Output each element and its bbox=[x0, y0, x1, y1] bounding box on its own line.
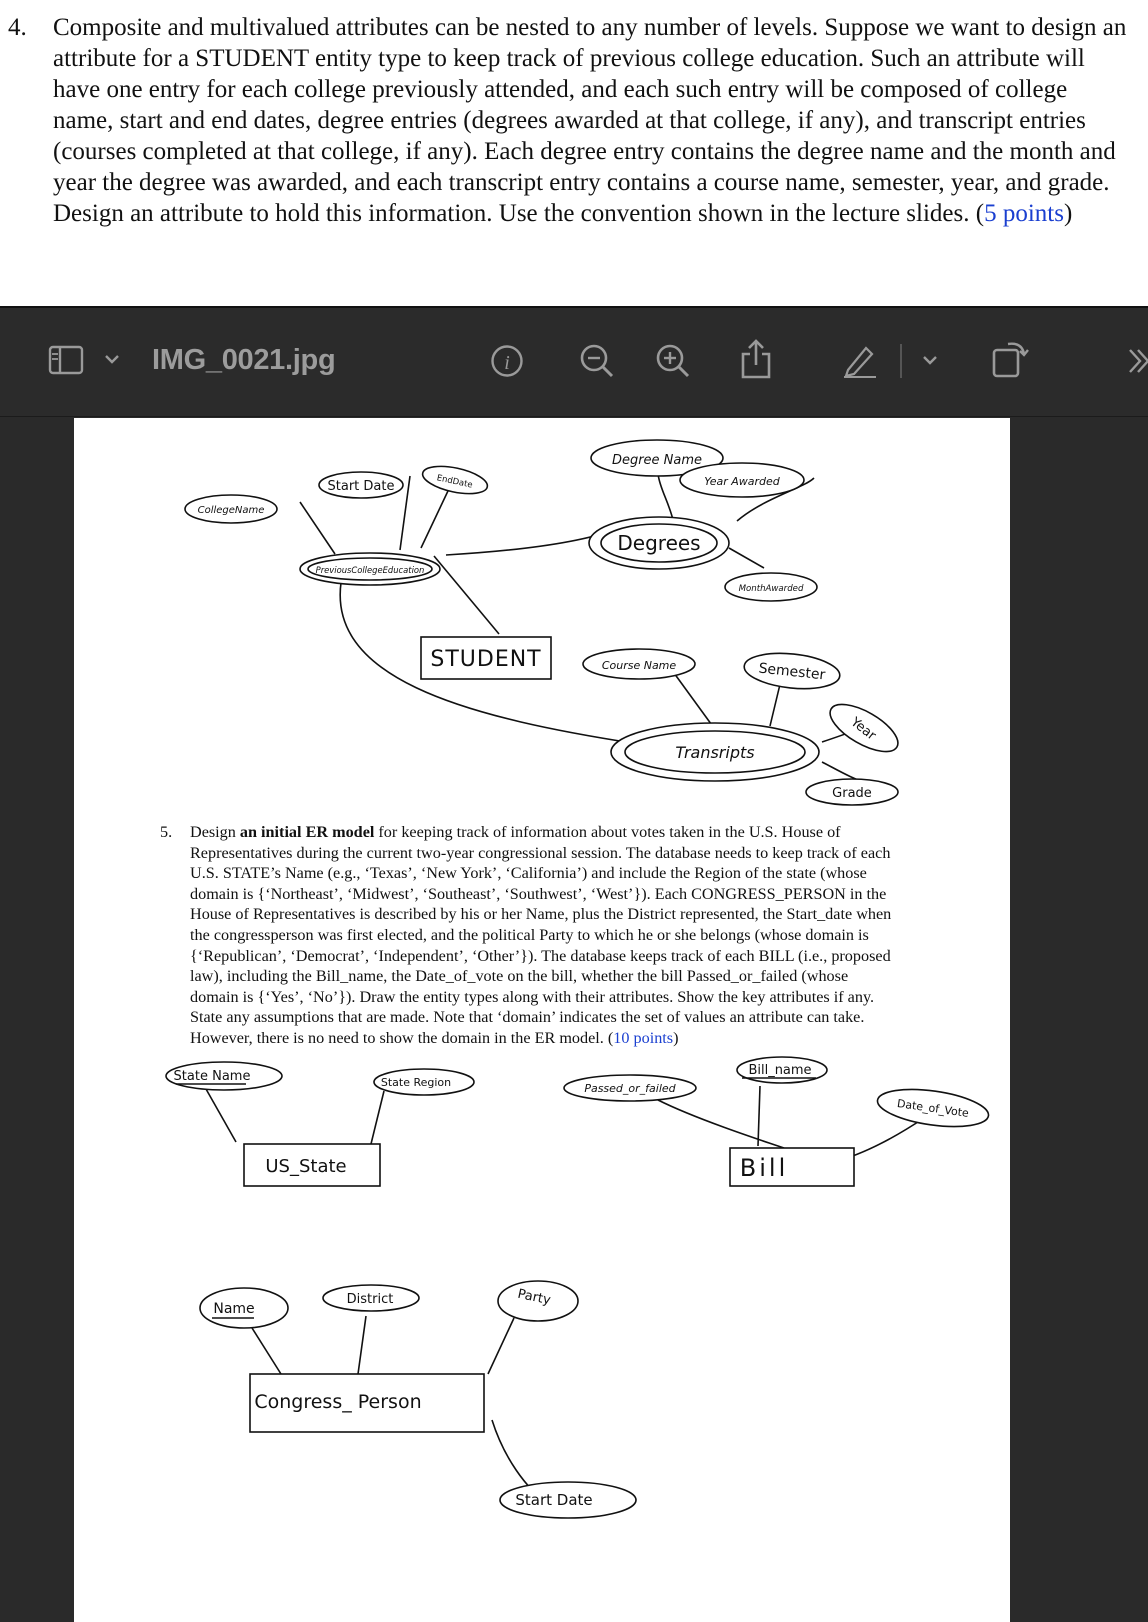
points-link[interactable]: 10 points bbox=[613, 1028, 674, 1047]
label-end-date: EndDate bbox=[435, 473, 474, 491]
points-link[interactable]: 5 points bbox=[984, 200, 1064, 227]
label-transcripts: Transripts bbox=[675, 743, 755, 762]
label-bill-name: Bill_name bbox=[748, 1063, 812, 1078]
photo-page bbox=[74, 418, 1010, 1622]
question-4 bbox=[8, 12, 1128, 229]
label-month-awarded: MonthAwarded bbox=[738, 584, 804, 594]
label-student: STUDENT bbox=[430, 647, 542, 672]
label-state-name: State Name bbox=[173, 1069, 251, 1084]
diagram2-shapes bbox=[166, 1057, 991, 1518]
rotate-icon[interactable] bbox=[990, 338, 1030, 380]
toolbar-divider bbox=[900, 344, 902, 378]
share-icon[interactable] bbox=[740, 338, 772, 380]
markup-pen-icon[interactable] bbox=[842, 342, 878, 378]
label-start-date: Start Date bbox=[327, 479, 395, 494]
label-bill: Bill bbox=[739, 1154, 789, 1182]
key-underlines bbox=[176, 1078, 816, 1318]
label-congress-person: Congress_ Person bbox=[254, 1391, 422, 1413]
label-us-state: US_State bbox=[265, 1156, 347, 1177]
info-icon[interactable] bbox=[490, 344, 524, 378]
label-semester: Semester bbox=[757, 660, 827, 684]
label-grade: Grade bbox=[832, 786, 872, 801]
label-degrees: Degrees bbox=[617, 531, 701, 555]
label-party: Party bbox=[516, 1286, 552, 1309]
preview-toolbar bbox=[0, 308, 1148, 417]
svg-text:i: i bbox=[504, 352, 510, 374]
label-prev-college-education: PreviousCollegeEducation bbox=[315, 565, 425, 575]
label-course-name: Course Name bbox=[601, 659, 677, 672]
label-name: Name bbox=[213, 1301, 255, 1317]
chevron-down-icon[interactable] bbox=[922, 354, 938, 366]
sidebar-icon[interactable] bbox=[48, 345, 84, 375]
label-state-region: State Region bbox=[380, 1076, 452, 1089]
zoom-in-icon[interactable] bbox=[654, 342, 692, 380]
label-start-date-2: Start Date bbox=[515, 1491, 593, 1509]
diagram1-shapes bbox=[185, 440, 905, 805]
label-year: Year bbox=[847, 714, 879, 744]
label-year-awarded: Year Awarded bbox=[704, 475, 780, 488]
label-degree-name: Degree Name bbox=[611, 453, 703, 468]
chevron-down-icon[interactable] bbox=[104, 353, 120, 365]
label-date-of-vote: Date_of_Vote bbox=[896, 1097, 970, 1120]
question-number: 5. bbox=[160, 823, 173, 841]
question-text: Composite and multivalued attributes can be nested to any number of levels. Suppose we want to design an attribute for a STUDENT entity type to keep track of previous college education. Such an attribute will have one entry for each college previously attended, and each such entry will be composed of college name, start and end dates, degree entries (degrees awarded at that college, if any), and transcript entries (courses completed at that college, if any). Each degree entry contains the degree name and the month and year the degree was awarded, and each transcript entry contains a course name, semester, year, and grade. Design an attribute to hold this information. Use the convention shown in the lecture slides. (5 points) bbox=[53, 14, 1127, 227]
question-number: 4. bbox=[8, 14, 27, 41]
preview-window bbox=[0, 306, 1148, 1622]
label-college-name: CollegeName bbox=[197, 505, 265, 516]
label-district: District bbox=[346, 1292, 394, 1307]
label-passed-or-failed: Passed_or_failed bbox=[584, 1082, 676, 1095]
more-chevron-icon[interactable] bbox=[1128, 346, 1148, 376]
zoom-out-icon[interactable] bbox=[578, 342, 616, 380]
question-5 bbox=[160, 822, 900, 1049]
question-text: Design an initial ER model for keeping track of information about votes taken in the U.S. House of Representatives during the current two-year congressional session. The database needs to keep track of each U.S. STATE’s Name (e.g., ‘Texas’, ‘New York’, ‘California’) and include the Region of the state (whose domain is {‘Northeast’, ‘Midwest’, ‘Southeast’, ‘Southwest’, ‘West’}). Each CONGRESS_PERSON in the House of Representatives is described by his or her Name, plus the District represented, the Start_date when the congressperson was first elected, and the political Party to which he or she belongs (whose domain is {‘Republican’, ‘Democrat’, ‘Independent’, ‘Other’}). The database keeps track of each BILL (i.e., proposed law), including the Bill_name, the Date_of_vote on the bill, whether the bill Passed_or_failed (whose domain is {‘Yes’, ‘No’}). Draw the entity types along with their attributes. Show the key attributes if any. State any assumptions that are made. Note that ‘domain’ indicates the set of values an attribute can take. However, there is no need to show the domain in the ER model. (10 points) bbox=[190, 823, 892, 1047]
file-title: IMG_0021.jpg bbox=[152, 344, 336, 376]
